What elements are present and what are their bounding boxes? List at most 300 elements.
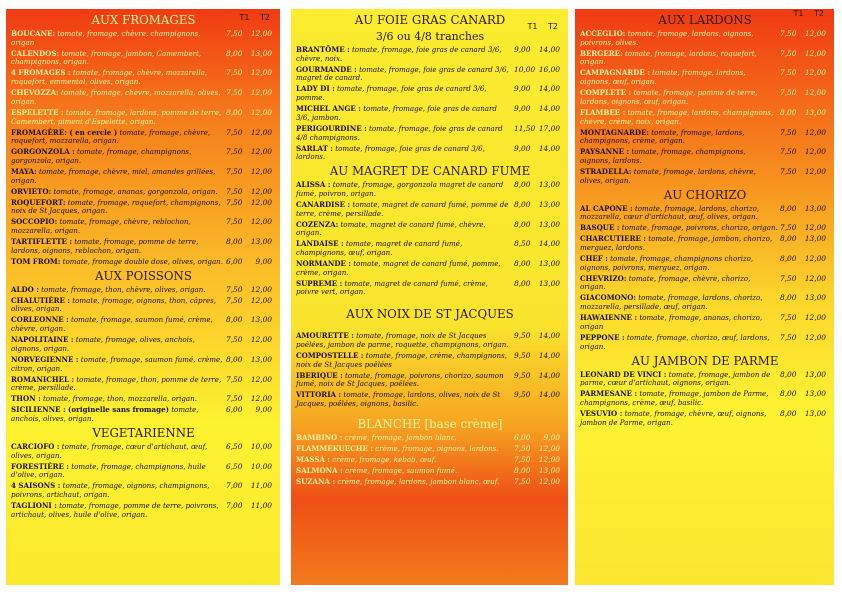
- menu-item: [580, 294, 830, 311]
- price-t1: 8,00: [514, 199, 531, 209]
- item-prices: [514, 391, 560, 400]
- item-ingredients: tomate, fromage, champignons, oignons, lardons.: [580, 147, 746, 165]
- menu-item: [296, 221, 564, 238]
- item-prices: [780, 30, 826, 39]
- item-ingredients: crème, fromage, jambon blanc.: [342, 432, 457, 442]
- item-prices: [780, 334, 826, 343]
- item-prices: [780, 129, 826, 138]
- menu-item: [296, 201, 564, 218]
- item-ingredients: tomate, fromage, cœur d'artichaut, œuf, olives, origan.: [11, 441, 208, 460]
- menu-item: [580, 390, 830, 407]
- item-prices: [514, 145, 560, 154]
- price-t2: 12,00: [804, 332, 826, 342]
- price-t2: 14,00: [538, 331, 560, 341]
- item-prices: [780, 109, 826, 118]
- item-prices: [514, 467, 560, 476]
- section-header-chorizo: [580, 188, 830, 205]
- price-t2: 12,00: [250, 217, 272, 227]
- item-name: AMOURETTE :: [296, 331, 354, 341]
- item-prices: [226, 199, 272, 208]
- item-prices: [514, 478, 560, 487]
- menu-item: [296, 434, 564, 443]
- section-title: BLANCHE [base crème]: [357, 416, 503, 431]
- price-t1: 9,50: [514, 331, 531, 341]
- menu-item: [580, 410, 830, 427]
- item-ingredients: tomate, fromage double dose, olives, origan.: [60, 256, 223, 266]
- item-name: CAMPAGNARDE :: [580, 68, 650, 78]
- menu-item: [11, 238, 276, 255]
- item-name: BOUCANE:: [11, 29, 56, 38]
- price-t2: 14,00: [538, 45, 560, 54]
- price-t1: 6,00: [514, 432, 531, 442]
- chorizo-list: [580, 205, 830, 352]
- menu-item: [11, 376, 276, 393]
- price-t1: 8,00: [514, 278, 531, 288]
- price-t2: 12,00: [804, 68, 826, 78]
- item-prices: [514, 260, 560, 269]
- menu-item: [580, 275, 830, 292]
- item-prices: [514, 201, 560, 210]
- item-prices: [226, 109, 272, 118]
- price-t1: 8,00: [226, 315, 243, 325]
- item-prices: [226, 218, 272, 227]
- section-header-lardons: [580, 9, 830, 30]
- item-ingredients: tomate, fromage, champignons chorizo, oignons, poivrons, merguez, origan.: [580, 254, 754, 272]
- item-ingredients: tomate, fromage, chèvre, miel, amandes grillées, origan.: [11, 166, 216, 185]
- item-ingredients: tomate, magret de canard fumé, chèvre, origan.: [296, 219, 486, 238]
- price-t1: 9,00: [514, 143, 531, 153]
- item-name: ROMANICHEL :: [11, 374, 75, 384]
- item-name: TOM FROM:: [11, 256, 61, 266]
- price-t2: 9,00: [255, 405, 272, 415]
- price-t2: 14,00: [538, 143, 560, 153]
- item-name: NAPOLITAINE :: [11, 335, 74, 345]
- price-t2: 13,00: [804, 408, 826, 418]
- menu-item: [11, 406, 276, 423]
- menu-column-right: [575, 9, 834, 585]
- item-name: SOCCOPIO:: [11, 217, 58, 227]
- price-t2: 12,00: [804, 127, 826, 137]
- item-name: PEPPONE :: [580, 332, 625, 342]
- price-t2: 13,00: [804, 203, 826, 213]
- item-prices: [780, 314, 826, 323]
- item-ingredients: crème, fromage, saumon fumé.: [342, 465, 458, 475]
- menu-item: [11, 482, 276, 499]
- price-t1: 7,50: [226, 197, 243, 207]
- price-t1: 8,00: [514, 219, 531, 229]
- price-t2: 14,00: [538, 350, 560, 360]
- price-t1: 7,50: [514, 454, 531, 464]
- price-t2: 11,00: [250, 501, 272, 511]
- item-prices: [514, 280, 560, 289]
- price-t1: 7,50: [780, 332, 797, 342]
- item-prices: [226, 482, 272, 491]
- item-prices: [514, 352, 560, 361]
- section-header-fromages: [11, 13, 276, 30]
- price-t1: 6,50: [226, 441, 243, 451]
- menu-item: [11, 188, 276, 197]
- item-prices: [226, 336, 272, 345]
- item-prices: [226, 395, 272, 404]
- menu-item: [11, 443, 276, 460]
- item-name: CHALUTIÈRE :: [11, 295, 71, 305]
- menu-item: [296, 478, 564, 487]
- price-t2: 12,00: [250, 197, 272, 207]
- item-name: VESUVIO :: [580, 408, 623, 418]
- item-name: AL CAPONE :: [580, 203, 633, 213]
- item-prices: [514, 221, 560, 230]
- item-ingredients: tomate, fromage, chèvre, mozzarella, olives, origan.: [11, 88, 221, 106]
- item-prices: [514, 434, 560, 443]
- price-t2: 12,00: [804, 29, 826, 38]
- item-name: ALISSA :: [296, 180, 331, 190]
- item-name: ESPELETTE :: [11, 107, 64, 117]
- menu-item: [11, 258, 276, 267]
- item-ingredients: tomate, fromage, foie gras de canard 4/8 champignons.: [296, 123, 503, 142]
- item-prices: [780, 235, 826, 244]
- menu-item: [296, 260, 564, 277]
- price-t1: 9,50: [514, 370, 531, 380]
- item-ingredients: tomate, fromage, chorizo, œuf, lardons, origan.: [580, 332, 770, 351]
- item-name: MONTAGNARDE:: [580, 127, 650, 137]
- item-name: LANDAISE :: [296, 239, 344, 249]
- item-prices: [514, 240, 560, 249]
- item-ingredients: crème, fromage, oignons, lardons.: [373, 443, 499, 453]
- item-prices: [514, 332, 560, 341]
- item-prices: [226, 89, 272, 98]
- menu-item: [11, 316, 276, 333]
- menu-item: [580, 109, 830, 126]
- price-t2: 12,00: [804, 48, 826, 58]
- section-title: AU MAGRET DE CANARD FUME: [329, 164, 531, 179]
- price-t2: 13,00: [250, 354, 272, 364]
- item-prices: [514, 372, 560, 381]
- item-name: MICHEL ANGE :: [296, 104, 361, 114]
- item-ingredients: tomate, fromage, pomme de terre, poivrons, artichaut, olives, huile d'olive, origan.: [11, 501, 219, 519]
- section-subtitle: 3/6 ou 4/8 tranches T1 T2: [375, 22, 558, 43]
- item-name: 4 FROMAGES :: [11, 68, 71, 78]
- price-t1: 8,00: [514, 259, 531, 269]
- price-t2: 12,00: [250, 147, 272, 157]
- item-prices: [780, 371, 826, 380]
- item-prices: [780, 148, 826, 157]
- item-ingredients: tomate, fromage, chèvre, roquefort, mozzarella, origan.: [11, 127, 211, 146]
- item-name: CORLEONNE :: [11, 315, 69, 325]
- item-prices: [780, 205, 826, 214]
- item-name: TAGLIONI :: [11, 501, 57, 511]
- item-name: FLAMBEE :: [580, 107, 626, 117]
- item-ingredients: tomate, fromage, lardons, roquefort, origan.: [580, 48, 757, 67]
- item-ingredients: tomate, fromage, chèvre, œuf, oignons, jambon de Parme, origan.: [580, 408, 767, 427]
- price-t1: 8,00: [780, 293, 797, 303]
- price-t1: 7,50: [780, 147, 797, 157]
- price-t2: 13,00: [538, 199, 560, 209]
- item-name: CHEVRIZO:: [580, 273, 627, 283]
- price-t2: 14,00: [538, 370, 560, 380]
- item-name: BERGERE:: [580, 48, 623, 58]
- item-prices: [226, 376, 272, 385]
- item-prices: [514, 445, 560, 454]
- menu-item: [11, 286, 276, 295]
- section-title: AUX POISSONS: [95, 268, 192, 283]
- price-t1: 8,00: [514, 180, 531, 190]
- item-name: CHEF :: [580, 254, 608, 264]
- price-t1: 7,50: [780, 88, 797, 98]
- item-ingredients: tomate, fromage, noix de St Jacques poêlées, jambon de parme, roquette, champignons, origan.: [296, 331, 509, 349]
- item-prices: [780, 275, 826, 284]
- item-ingredients: tomate, fromage, thon, chèvre, olives, origan.: [38, 284, 206, 294]
- price-t2: 12,00: [250, 284, 272, 294]
- item-name: SARLAT :: [296, 143, 333, 153]
- section-title: AUX FROMAGES: [91, 13, 196, 27]
- menu-item: [296, 66, 564, 83]
- price-t2: 12,00: [250, 88, 272, 98]
- price-t2: 12,00: [250, 68, 272, 78]
- item-ingredients: tomate, fromage, chèvre, chorizo, origan.: [580, 273, 751, 292]
- price-t1: 7,50: [226, 394, 243, 404]
- item-name: MASSA :: [296, 454, 331, 464]
- menu-item: [580, 50, 830, 67]
- item-ingredients: tomate, fromage, saumon fumé, crème, chèvre, origan.: [11, 315, 213, 334]
- item-prices: [226, 297, 272, 306]
- item-ingredients: tomate, fromage, poivrons, chorizo, saumon fumé, noix de St Jacques, poêlées.: [296, 370, 504, 389]
- item-ingredients: tomate, fromage, foie gras de canard 3/6, jambon.: [296, 104, 497, 122]
- item-prices: [780, 69, 826, 78]
- price-t2: 10,00: [250, 441, 272, 451]
- price-t1: 8,00: [780, 107, 797, 117]
- menu-item: [296, 456, 564, 465]
- item-name: LADY DI :: [296, 84, 335, 94]
- price-t2: 13,00: [538, 219, 560, 229]
- price-t1: 7,50: [780, 68, 797, 78]
- section-header-magret: [296, 164, 564, 181]
- price-t1: 7,50: [780, 29, 797, 38]
- price-t2: 16,00: [538, 64, 560, 74]
- item-prices: [226, 463, 272, 472]
- item-ingredients: tomate, fromage, ananas, chorizo, origan: [580, 313, 763, 331]
- price-t1: 7,50: [514, 476, 531, 486]
- price-t2: 14,00: [538, 104, 560, 114]
- price-t2: 12,00: [250, 295, 272, 305]
- item-name: NORVEGIENNE :: [11, 354, 79, 364]
- price-t1: 7,50: [226, 284, 243, 294]
- price-t1: 7,00: [226, 501, 243, 511]
- menu-item: [11, 218, 276, 235]
- item-name: CHEVOZZA:: [11, 88, 59, 98]
- price-t1: 8,50: [514, 239, 531, 249]
- section-header-parme: [580, 354, 830, 371]
- item-prices: [780, 410, 826, 419]
- price-t2: 12,00: [250, 166, 272, 176]
- price-t1: 8,00: [226, 237, 243, 247]
- menu-column-left: [6, 9, 280, 585]
- menu-item: [296, 372, 564, 389]
- menu-item: [296, 85, 564, 102]
- menu-item: [11, 356, 276, 373]
- item-name: VITTORIA :: [296, 390, 342, 400]
- price-t2: 13,00: [804, 293, 826, 303]
- menu-item: [11, 30, 276, 47]
- item-name: 4 SAISONS :: [11, 481, 61, 491]
- menu-item: [580, 168, 830, 185]
- item-prices: [226, 443, 272, 452]
- item-ingredients: tomate, fromage, gorgonzola magret de canard fumé, poivron, origan.: [296, 180, 504, 198]
- item-prices: [514, 85, 560, 94]
- item-ingredients: tomate, fromage, foie gras de canard 3/6, chèvre, noix.: [296, 45, 502, 63]
- item-name: BAMBINO :: [296, 432, 343, 442]
- price-t2: 17,00: [538, 123, 560, 133]
- price-t1: 9,00: [514, 84, 531, 94]
- item-name: CARCIOFO :: [11, 441, 60, 451]
- item-ingredients: tomate, magret de canard fumé, crème, poivre vert, origan.: [296, 278, 488, 297]
- item-ingredients: tomate, fromage, jambon de parme, cœur d'artichaut, oignons, origan.: [580, 369, 771, 388]
- price-t1: 7,50: [226, 127, 243, 137]
- price-t1: 7,50: [226, 147, 243, 157]
- item-name: BASQUE :: [580, 223, 620, 233]
- item-name: CALENDOS:: [11, 48, 60, 58]
- item-name: COZENZA:: [296, 219, 339, 229]
- price-t1: 7,50: [780, 273, 797, 283]
- item-name: CHARCUTIERE :: [580, 234, 646, 244]
- item-prices: [226, 188, 272, 197]
- item-prices: [514, 105, 560, 114]
- menu-item: [11, 199, 276, 216]
- price-t2: 12,00: [250, 394, 272, 404]
- stjacques-list: [296, 332, 564, 409]
- item-name: SUPREME :: [296, 278, 343, 288]
- poissons-list: [11, 286, 276, 424]
- item-prices: [780, 50, 826, 59]
- item-ingredients: tomate, fromage, lardons, chorizo, mozzarella, cœur d'artichaut, œuf, olives, origan.: [580, 203, 760, 222]
- item-ingredients: tomate, fromage, foie gras de canard 3/6, pomme.: [296, 84, 487, 103]
- price-t1: 8,00: [780, 369, 797, 379]
- price-t2: 12,00: [804, 313, 826, 323]
- menu-item: [580, 334, 830, 351]
- item-prices: [226, 148, 272, 157]
- menu-item: [11, 69, 276, 86]
- section-header-stjacques: [296, 307, 564, 324]
- item-prices: [780, 294, 826, 303]
- item-ingredients: tomate, fromage, jambon, chorizo, merguez, lardons.: [580, 234, 773, 253]
- item-name: COMPLETE :: [580, 88, 632, 98]
- item-ingredients: tomate, fromage, champignons, gorgonzola, origan.: [11, 147, 192, 165]
- price-t1: 7,50: [780, 127, 797, 137]
- price-t1: 8,00: [780, 408, 797, 418]
- menu-item: [296, 46, 564, 63]
- price-t1: 7,50: [226, 166, 243, 176]
- item-name: FORESTIÈRE :: [11, 461, 70, 471]
- price-t1: 7,50: [780, 166, 797, 176]
- price-t2: 12,00: [538, 454, 560, 464]
- item-name: CANARDISE :: [296, 199, 351, 209]
- price-t2: 12,00: [804, 147, 826, 157]
- item-ingredients: tomate, fromage, chèvre, champignons, origan: [11, 29, 201, 47]
- item-ingredients: tomate, fromage, lardons, olives, noix de St Jacques, poêlées, oignons, basilic.: [296, 390, 501, 408]
- menu-item: [11, 148, 276, 165]
- item-prices: [514, 46, 560, 55]
- item-ingredients: tomate, fromage, chèvre, mozzarella, roquefort, emmental, olives, origan.: [11, 68, 208, 87]
- price-t2: 13,00: [250, 315, 272, 325]
- item-ingredients: tomate, fromage, ananas, gorgonzola, origan.: [51, 186, 218, 196]
- item-prices: [226, 286, 272, 295]
- item-prices: [226, 356, 272, 365]
- item-name: GIACOMONO:: [580, 293, 637, 303]
- item-name: NORMANDE :: [296, 259, 352, 269]
- item-ingredients: tomate, fromage, poivrons, chorizo, origan.: [619, 223, 778, 233]
- price-t2: 12,00: [250, 335, 272, 345]
- section-title: AU JAMBON DE PARME: [631, 353, 779, 368]
- price-t1: 8,00: [226, 48, 243, 58]
- item-prices: [780, 168, 826, 177]
- price-t1: 8,00: [226, 107, 243, 117]
- price-t1: 6,00: [226, 256, 243, 266]
- price-t2: 12,00: [538, 443, 560, 453]
- price-t2: 12,00: [250, 374, 272, 384]
- item-prices: [226, 316, 272, 325]
- item-ingredients: tomate, fromage, lardons, oignons, œuf, origan.: [580, 68, 746, 87]
- item-prices: [226, 168, 272, 177]
- item-ingredients: tomate, fromage, jambon, Camembert, champignons, origan.: [11, 48, 202, 67]
- price-t2: 12,00: [804, 166, 826, 176]
- menu-item: [580, 255, 830, 272]
- menu-item: [296, 467, 564, 476]
- price-t2: 12,00: [250, 29, 272, 38]
- price-t2: 12,00: [538, 476, 560, 486]
- item-ingredients: tomate, fromage, lardons, pomme de terre, Camembert, piment d'Espelette, origan.: [11, 107, 222, 126]
- menu-item: [11, 463, 276, 480]
- item-prices: [780, 255, 826, 264]
- price-t2: 10,00: [250, 461, 272, 471]
- vegetarienne-list: [11, 443, 276, 520]
- item-ingredients: tomate, fromage, lardons, chèvre, olives, origan.: [580, 166, 756, 185]
- item-name: SALMONA :: [296, 465, 343, 475]
- item-name: SUZANA :: [296, 476, 336, 486]
- section-header-vegetarienne: [11, 426, 276, 443]
- item-prices: [514, 66, 560, 75]
- price-t2: 13,00: [804, 234, 826, 244]
- item-name: SICILIENNE : (originelle sans fromage): [11, 405, 169, 415]
- price-t2: 9,00: [543, 432, 560, 442]
- price-t1: 7,50: [226, 88, 243, 98]
- menu-item: [580, 205, 830, 222]
- item-name: GOURMANDE :: [296, 64, 357, 74]
- menu-item: [580, 371, 830, 388]
- section-header-foiegras: [296, 13, 564, 30]
- item-ingredients: tomate, fromage, oignons, thon, câpres, olives, origan.: [11, 295, 217, 314]
- item-name: PARMESANE :: [580, 389, 638, 399]
- price-t1: 9,00: [514, 45, 531, 54]
- item-ingredients: tomate, fromage, pomme de terre, lardons, oignons, reblochon, origan.: [11, 237, 199, 255]
- price-t2: 12,00: [250, 127, 272, 137]
- item-ingredients: tomate, fromage, olives, anchois, oignons, origan.: [11, 335, 195, 353]
- item-ingredients: tomate, fromage, saumon fumé, crème, citron, origan.: [11, 354, 223, 373]
- price-t2: 11,00: [250, 481, 272, 491]
- price-t1: 8,00: [780, 389, 797, 399]
- item-prices: [226, 258, 272, 267]
- price-t2: 12,00: [250, 186, 272, 196]
- menu-column-middle: [291, 9, 568, 585]
- menu-item: [296, 105, 564, 122]
- price-t2: 12,00: [804, 254, 826, 264]
- item-ingredients: tomate, fromage, chèvre, reblochon, mozzarella, origan.: [11, 217, 191, 236]
- item-ingredients: tomate, fromage, champignons, huile d'olive, origan.: [11, 461, 206, 480]
- magret-list: [296, 181, 564, 297]
- menu-item: [580, 235, 830, 252]
- menu-item: [296, 125, 564, 142]
- menu-item: [11, 395, 276, 404]
- item-ingredients: tomate, fromage, foie gras de canard 3/6, magret de canard.: [296, 64, 509, 83]
- price-t2: 14,00: [538, 390, 560, 400]
